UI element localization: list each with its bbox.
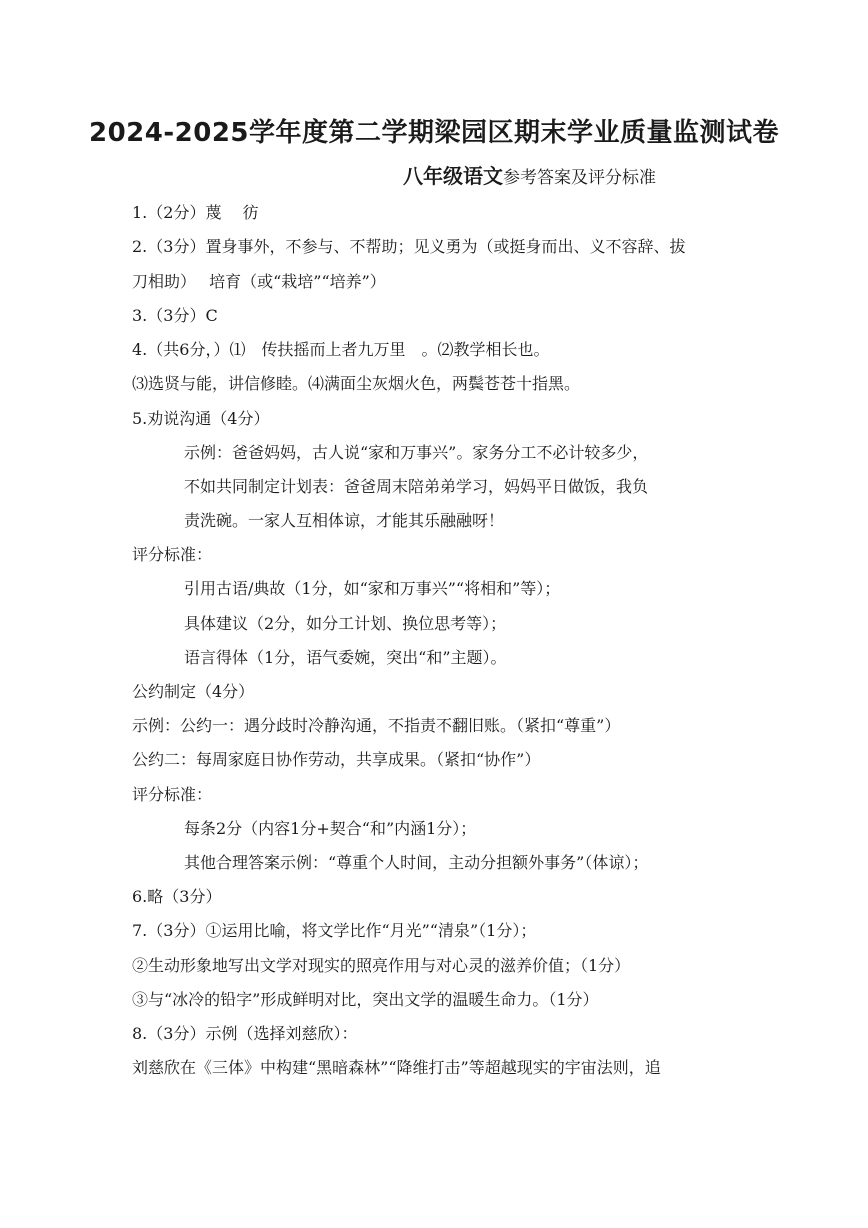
answer-line: ②生动形象地写出文学对现实的照亮作用与对心灵的滋养价值；（1分） [132,956,631,975]
answer-line: 每条2分（内容1分+契合“和”内涵1分）； [184,819,477,838]
answer-line: 3.（3分）C [132,306,218,325]
answer-line: 刀相助） 培育（或“栽培”“培养”） [132,272,386,291]
page-title: 2024-2025学年度第二学期梁园区期末学业质量监测试卷 [88,118,780,148]
page-subtitle [403,160,656,189]
answer-line: 刘慈欣在《三体》中构建“黑暗森林”“降维打击”等超越现实的宇宙法则，追 [132,1058,661,1077]
answer-line: 2.（3分）置身事外，不参与、不帮助；见义勇为（或挺身而出、义不容辞、拔 [132,237,686,256]
answer-line: 4.（共6分，）⑴ 传扶摇而上者九万里 。⑵教学相长也。 [132,340,550,359]
answer-line: 公约二：每周家庭日协作劳动，共享成果。（紧扣“协作”） [132,750,541,769]
answer-line: 7.（3分）①运用比喻，将文学比作“月光”“清泉”（1分）； [132,921,537,940]
answer-line: 6.略（3分） [132,887,222,906]
answer-line: 具体建议（2分，如分工计划、换位思考等）； [184,614,507,633]
answer-line: 5.劝说沟通（4分） [132,409,270,428]
answer-line: ③与“冰冷的铅字”形成鲜明对比，突出文学的温暖生命力。（1分） [132,990,599,1009]
answer-line: 示例：爸爸妈妈，古人说“家和万事兴”。家务分工不必计较多少， [184,443,649,462]
answer-line: 评分标准： [132,785,213,804]
answer-line: ⑶选贤与能，讲信修睦。⑷满面尘灰烟火色，两鬓苍苍十指黑。 [132,374,581,393]
answer-line: 公约制定（4分） [132,682,255,701]
subtitle-grade-subject: 八年级语文 [403,164,503,188]
answer-line: 8.（3分）示例（选择刘慈欣）： [132,1024,358,1043]
answer-line: 引用古语/典故（1分，如“家和万事兴”“将相和”等）； [184,579,561,598]
answer-line: 示例：公约一：遇分歧时冷静沟通，不指责不翻旧账。（紧扣“尊重”） [132,716,621,735]
answer-line: 1.（2分）蔑 彷 [132,203,259,222]
answer-line: 其他合理答案示例：“尊重个人时间，主动分担额外事务”（体谅）； [184,853,649,872]
answer-line: 语言得体（1分，语气委婉，突出“和”主题）。 [184,648,507,667]
answer-line: 评分标准： [132,545,213,564]
subtitle-rest: 参考答案及评分标准 [503,168,656,188]
answer-line: 责洗碗。一家人互相体谅，才能其乐融融呀！ [184,511,505,530]
answer-line: 不如共同制定计划表：爸爸周末陪弟弟学习，妈妈平日做饭，我负 [184,477,649,496]
